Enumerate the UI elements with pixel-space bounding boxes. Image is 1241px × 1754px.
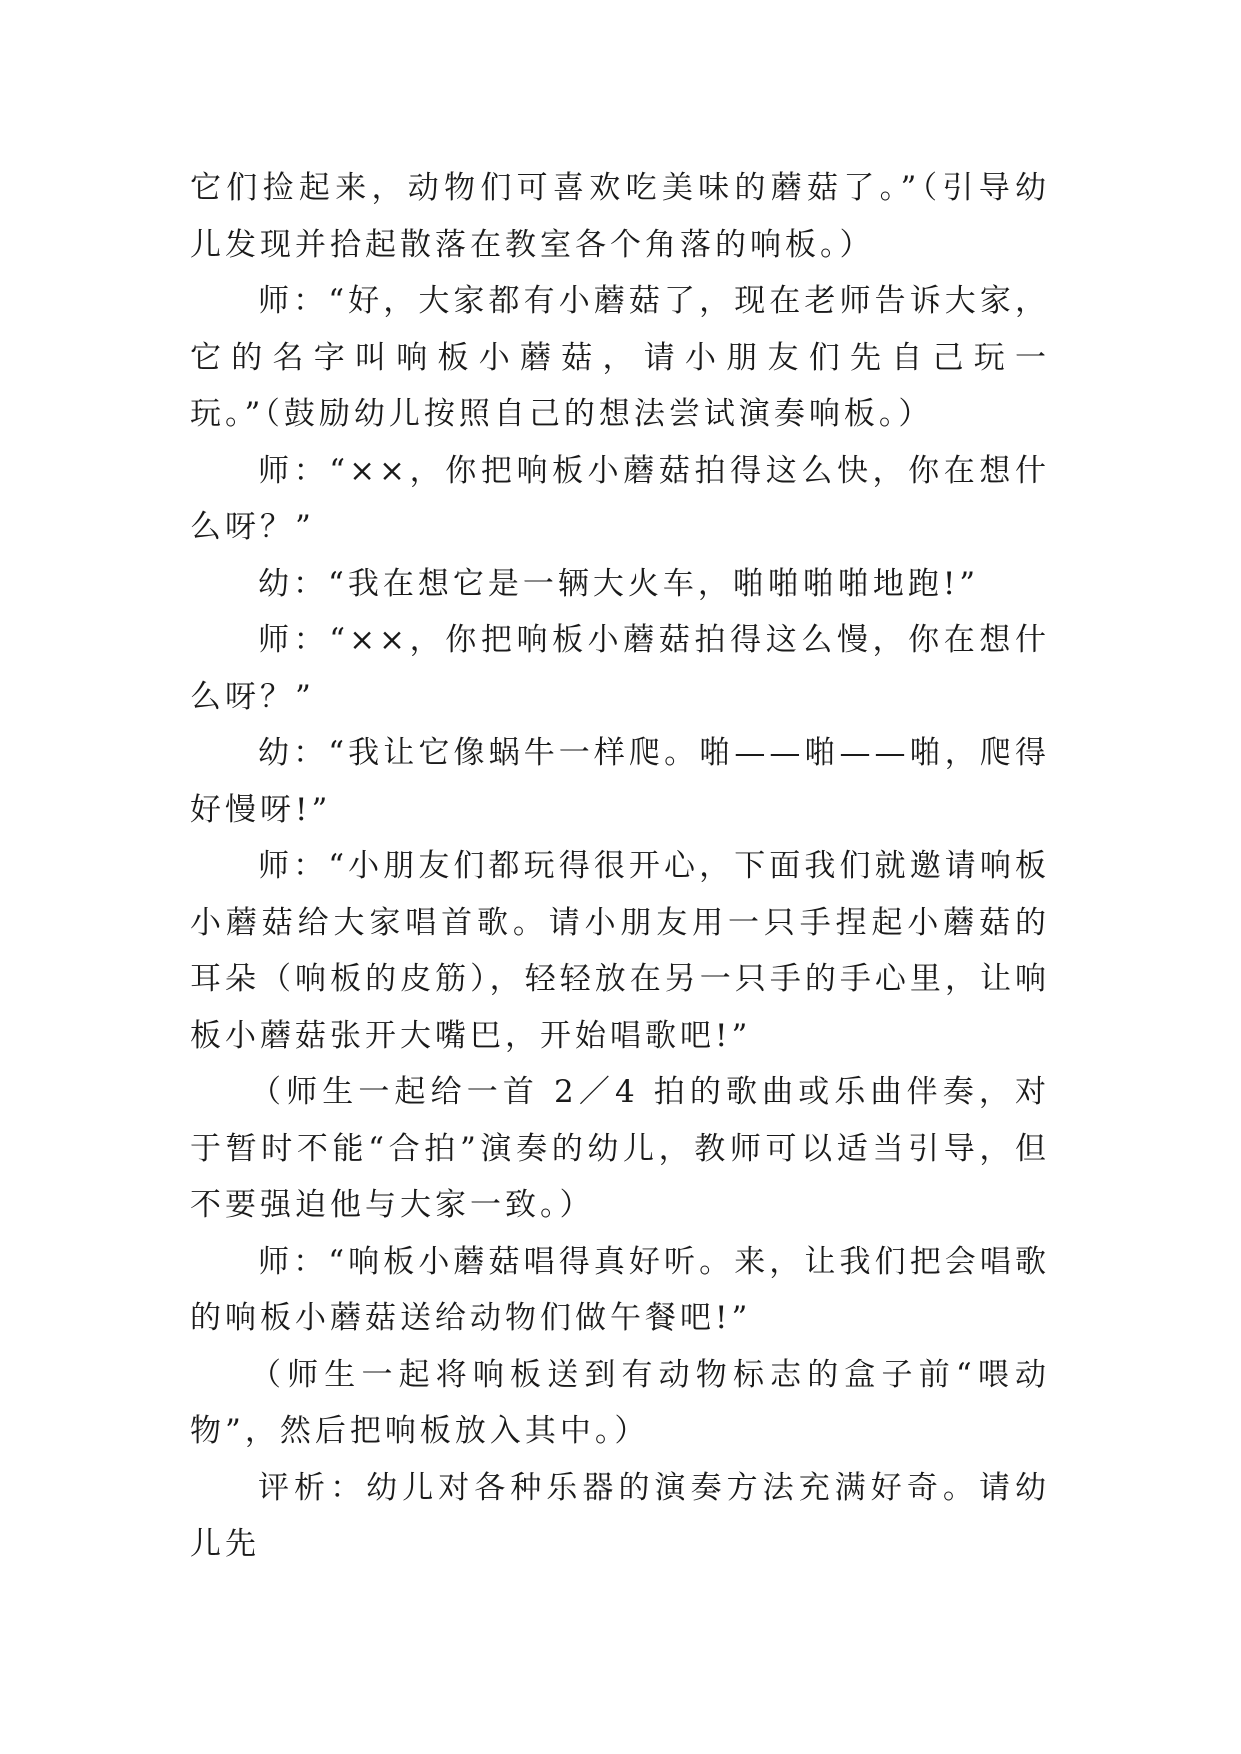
- paragraph-teacher-sing: 师：“小朋友们都玩得很开心，下面我们就邀请响板小蘑菇给大家唱首歌。请小朋友用一只手捏起小蘑菇的耳朵（响板的皮筋），轻轻放在另一只手的手心里，让响板小蘑菇张开大嘴巴，开始唱歌吧!”: [190, 848, 1050, 1054]
- document-body: [190, 160, 1050, 1573]
- paragraph-child-train: 幼：“我在想它是一辆大火车，啪啪啪啪地跑!”: [258, 565, 980, 602]
- paragraph-teacher-mushroom-name: 师：“好，大家都有小蘑菇了，现在老师告诉大家，它的名字叫响板小蘑菇，请小朋友们先自己玩一玩。”（鼓励幼儿按照自己的想法尝试演奏响板。）: [190, 283, 1050, 432]
- paragraph-child-snail: 幼：“我让它像蜗牛一样爬。啪——啪——啪，爬得好慢呀!”: [190, 735, 1050, 828]
- paragraph-analysis: 评析：幼儿对各种乐器的演奏方法充满好奇。请幼儿先: [190, 1469, 1050, 1562]
- paragraph-teacher-lunch: 师：“响板小蘑菇唱得真好听。来，让我们把会唱歌的响板小蘑菇送给动物们做午餐吧!”: [190, 1243, 1050, 1336]
- paragraph-teacher-slow: 师：“××，你把响板小蘑菇拍得这么慢，你在想什么呀？”: [190, 622, 1050, 715]
- paragraph-continuation: 它们捡起来，动物们可喜欢吃美味的蘑菇了。”（引导幼儿发现并拾起散落在教室各个角落的响板。）: [190, 170, 1050, 263]
- paragraph-teacher-fast: 师：“××，你把响板小蘑菇拍得这么快，你在想什么呀？”: [190, 452, 1050, 545]
- paragraph-feed-animals-note: （师生一起将响板送到有动物标志的盒子前“喂动物”，然后把响板放入其中。）: [190, 1356, 1050, 1449]
- paragraph-accompaniment-note: （师生一起给一首 2／4 拍的歌曲或乐曲伴奏，对于暂时不能“合拍”演奏的幼儿，教师可以适当引导，但不要强迫他与大家一致。）: [190, 1074, 1050, 1223]
